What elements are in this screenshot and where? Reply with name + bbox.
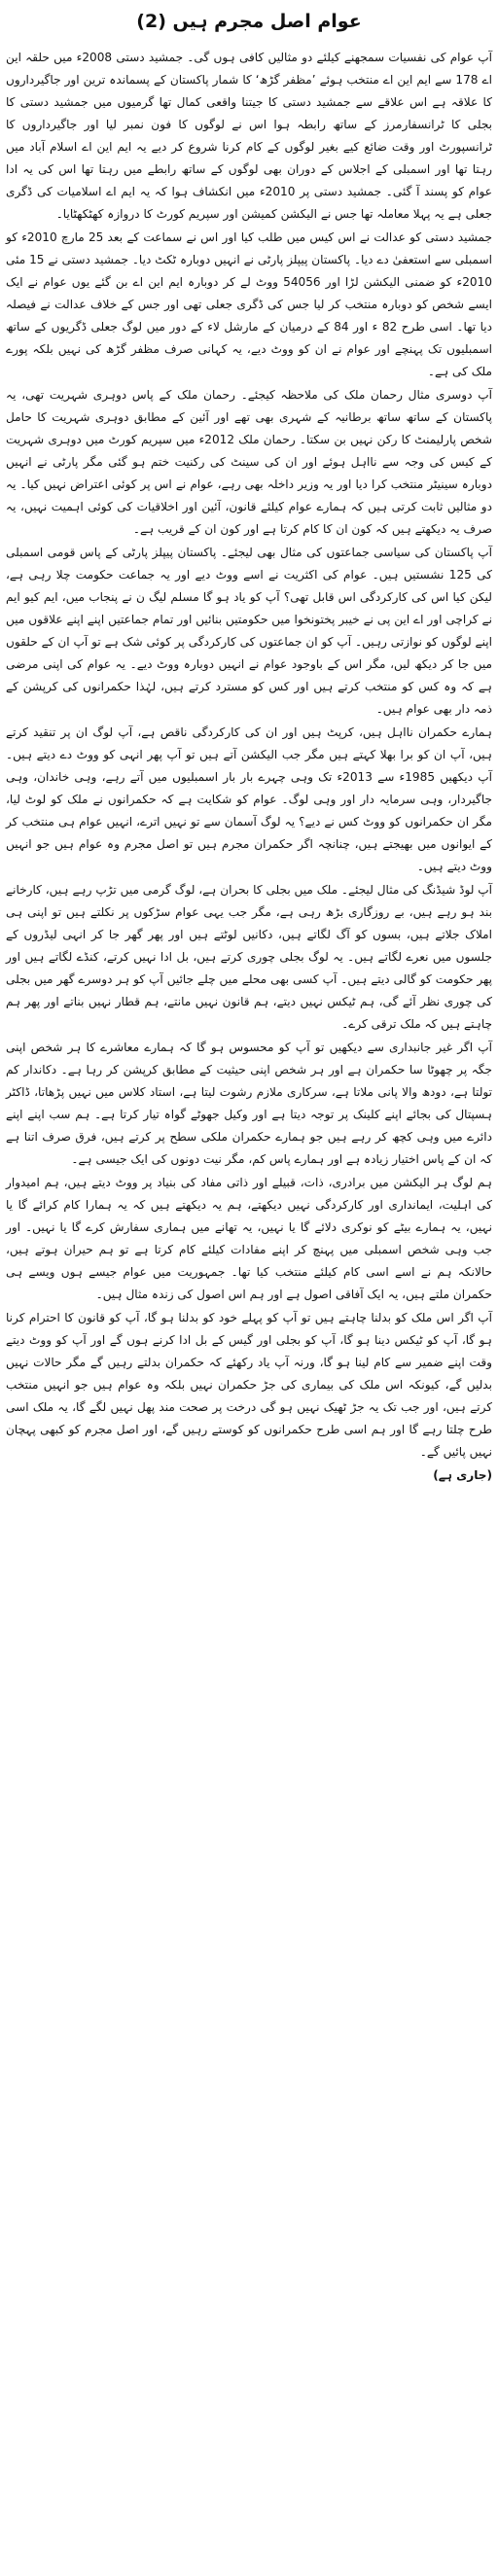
paragraph: ہمارے حکمران نااہل ہیں، کرپٹ ہیں اور ان کی کارکردگی ناقص ہے، آپ لوگ ان پر تنقید کرتے ہیں، آپ ان کو برا بھلا کہتے ہیں مگر جب الیکشن آتے ہیں تو آپ پھر انہی کو ووٹ دے دیتے ہیں۔ آپ دیکھیں 1985ء سے 2013ء تک وہی چہرے بار بار اسمبلیوں میں آتے رہے، وہی خاندان، وہی جاگیردار، وہی سرمایہ دار اور وہی لوگ۔ عوام کو شکایت ہے کہ حکمرانوں نے ملک کو لوٹ لیا، مگر ان حکمرانوں کو ووٹ کس نے دیے؟ یہ لوگ آسمان سے تو نہیں اترے، انہیں عوام ہی منتخب کر کے ایوانوں میں بھیجتے ہیں، چنانچہ اگر حکمران مجرم ہیں تو اصل مجرم وہ عوام ہیں جو انہیں ووٹ دیتے ہیں۔ [6, 725, 492, 873]
continued-note: (جاری ہے) [433, 1468, 492, 1482]
paragraph: جمشید دستی کو عدالت نے اس کیس میں طلب کیا اور اس نے سماعت کے بعد 25 مارچ 2010ء کو اسمبلی سے استعفیٰ دے دیا۔ پاکستان پیپلز پارٹی نے انہیں دوبارہ ٹکٹ دیا۔ جمشید دستی نے 15 مئی 2010ء کو ضمنی الیکشن لڑا اور 54056 ووٹ لے کر دوبارہ ایم این اے بن گئے یوں عوام نے ایک ایسے شخص کو دوبارہ منتخب کر لیا جس کی ڈگری جعلی تھی اور جس کے خلاف عدالت نے فیصلہ دیا تھا۔ اسی طرح 82 ء اور 84 کے درمیان کے مارشل لاء کے دور میں لوگ جعلی ڈگریوں کے ساتھ اسمبلیوں تک پہنچے اور عوام نے ان کو ووٹ دیے، یہ کہانی صرف مظفر گڑھ کی نہیں بلکہ پورے ملک کی ہے۔ [6, 230, 493, 378]
paragraph: آپ پاکستان کی سیاسی جماعتوں کی مثال بھی لیجئے۔ پاکستان پیپلز پارٹی کے پاس قومی اسمبلی کی 125 نشستیں ہیں۔ عوام کی اکثریت نے اسے ووٹ دیے اور یہ جماعت حکومت چلا رہی ہے، لیکن کیا اس کی کارکردگی اس قابل تھی؟ آپ کو یاد ہو گا مسلم لیگ ن نے پنجاب میں، ایم کیو ایم نے کراچی اور اے این پی نے خیبر پختونخوا میں حکومتیں بنائیں اور تمام جماعتیں اپنے اپنے علاقوں میں اپنے لوگوں کو نوازتی رہیں۔ آپ کو ان جماعتوں کی کارکردگی پر کوئی شک ہے تو آپ ان کے حلقوں میں جا کر دیکھ لیں، مگر اس کے باوجود عوام نے انہیں دوبارہ ووٹ دیے۔ یہ عوام کی اپنی مرضی ہے کہ وہ کس کو منتخب کرتے ہیں اور کس کو مسترد کرتے ہیں، لہٰذا حکمرانوں کی کرپشن کے ذمہ دار بھی عوام ہیں۔ [6, 546, 493, 716]
paragraph: آپ لوڈ شیڈنگ کی مثال لیجئے۔ ملک میں بجلی کا بحران ہے، لوگ گرمی میں تڑپ رہے ہیں، کارخانے بند ہو رہے ہیں، بے روزگاری بڑھ رہی ہے، مگر جب یہی عوام سڑکوں پر نکلتے ہیں تو اپنی ہی املاک جلاتے ہیں، بسوں کو آگ لگاتے ہیں، دکانیں لوٹتے ہیں اور پھر گھر جا کر انہی لیڈروں کے جلسوں میں نعرے لگاتے ہیں۔ یہ لوگ بجلی چوری کرتے ہیں، بل ادا نہیں کرتے، کنڈے لگاتے ہیں اور پھر حکومت کو گالی دیتے ہیں۔ آپ کسی بھی محلے میں چلے جائیں آپ کو ہر دوسرے گھر میں بجلی کی چوری نظر آئے گی، ہم ٹیکس نہیں دیتے، ہم قانون نہیں مانتے، ہم قطار نہیں بناتے اور پھر ہم چاہتے ہیں کہ ملک ترقی کرے۔ [6, 883, 492, 1031]
paragraph: آپ اگر غیر جانبداری سے دیکھیں تو آپ کو محسوس ہو گا کہ ہمارے معاشرے کا ہر شخص اپنی جگہ پر چھوٹا سا حکمران ہے اور ہر شخص اپنی حیثیت کے مطابق کرپشن کر رہا ہے۔ دکاندار کم تولتا ہے، دودھ والا پانی ملاتا ہے، سرکاری ملازم رشوت لیتا ہے، استاد کلاس میں نہیں پڑھاتا، ڈاکٹر ہسپتال کی بجائے اپنے کلینک پر توجہ دیتا ہے اور وکیل جھوٹے گواہ تیار کرتا ہے۔ ہم سب اپنے اپنے دائرے میں وہی کچھ کر رہے ہیں جو ہمارے حکمران ملکی سطح پر کرتے ہیں، فرق صرف اتنا ہے کہ ان کے پاس اختیار زیادہ ہے اور ہمارے پاس کم، مگر نیت دونوں کی ایک جیسی ہے۔ [6, 1041, 492, 1166]
column-headline: عوام اصل مجرم ہیں (2) [136, 11, 362, 32]
paragraph: آپ اگر اس ملک کو بدلنا چاہتے ہیں تو آپ کو پہلے خود کو بدلنا ہو گا، آپ کو قانون کا احترام کرنا ہو گا، آپ کو ٹیکس دینا ہو گا، آپ کو بجلی اور گیس کے بل ادا کرنے ہوں گے اور آپ کو ووٹ دیتے وقت اپنے ضمیر سے کام لینا ہو گا، ورنہ آپ یاد رکھئے کہ حکمران بدلتے رہیں گے مگر حالات نہیں بدلیں گے، کیونکہ اس ملک کی بیماری کی جڑ حکمران نہیں بلکہ وہ عوام ہیں جو انہیں منتخب کرتے ہیں، اور جب تک یہ جڑ ٹھیک نہیں ہو گی درخت پر صحت مند پھل نہیں لگے گا، یہ ملک اسی طرح چلتا رہے گا اور ہم اسی طرح حکمرانوں کو کوستے رہیں گے، اور اصل مجرم کو کبھی پہچان نہیں پائیں گے۔ [6, 1311, 492, 1459]
paragraph: آپ دوسری مثال رحمان ملک کی ملاحظہ کیجئے۔ رحمان ملک کے پاس دوہری شہریت تھی، یہ پاکستان کے ساتھ ساتھ برطانیہ کے شہری بھی تھے اور آئین کے مطابق دوہری شہریت کا حامل شخص پارلیمنٹ کا رکن نہیں بن سکتا۔ رحمان ملک 2012ء میں سپریم کورٹ میں دوہری شہریت کے کیس کی وجہ سے نااہل ہوئے اور ان کی سینٹ کی رکنیت ختم ہو گئی مگر پارٹی نے انہیں دوبارہ سینیٹر منتخب کرا دیا اور یہ وزیر داخلہ بھی رہے، عوام نے اس پر کوئی اعتراض نہیں کیا۔ یہ دو مثالیں ثابت کرتی ہیں کہ ہمارے عوام کیلئے قانون، آئین اور اخلاقیات کی کوئی اہمیت نہیں، یہ صرف یہ دیکھتے ہیں کہ کون ان کا کام کرتا ہے اور کون ان کے قریب ہے۔ [6, 388, 492, 536]
paragraph: آپ عوام کی نفسیات سمجھنے کیلئے دو مثالیں کافی ہوں گی۔ جمشید دستی 2008ء میں حلقہ این اے 178 سے ایم این اے منتخب ہوئے ’مظفر گڑھ‘ کا شمار پاکستان کے پسماندہ ترین اور جاگیرداروں کا علاقہ ہے اس علاقے سے جمشید دستی کا جیتنا واقعی کمال تھا گرمیوں میں جمشید دستی کا بجلی کا ٹرانسفارمرز کے ساتھ رابطہ ہوا اس نے لوگوں کا فون نمبر لیا اور جاگیرداروں کا ٹرانسپورٹ اور وقت ضائع کیے بغیر لوگوں کے کام کرنا شروع کر دیے یہ ایم این اے اسلام آباد میں رہتا تھا اور اسمبلی کے اجلاس کے دوران بھی لوگوں کے ساتھ رابطے میں رہتا تھا اس کی یہ ادا عوام کو پسند آ گئی۔ جمشید دستی پر 2010ء میں انکشاف ہوا کہ یہ ایم اے اسلامیات کی ڈگری جعلی ہے یہ پہلا معاملہ تھا جس نے الیکشن کمیشن اور سپریم کورٹ کا دروازہ کھٹکھٹایا۔ [6, 51, 492, 221]
paragraph: ہم لوگ ہر الیکشن میں برادری، ذات، قبیلے اور ذاتی مفاد کی بنیاد پر ووٹ دیتے ہیں، ہم امیدوار کی اہلیت، ایمانداری اور کارکردگی نہیں دیکھتے، ہم یہ دیکھتے ہیں کہ یہ ہمارا کام کرائے گا یا نہیں، یہ ہمارے بیٹے کو نوکری دلائے گا یا نہیں، یہ تھانے میں ہماری سفارش کرے گا یا نہیں۔ اور جب وہی شخص اسمبلی میں پہنچ کر اپنے مفادات کیلئے کام کرتا ہے تو ہم حیران ہوتے ہیں، حالانکہ ہم نے اسے اسی کام کیلئے منتخب کیا تھا۔ جمہوریت میں عوام جیسے ہوں ویسے ہی حکمران ملتے ہیں، یہ ایک آفاقی اصول ہے اور ہم اس اصول کی زندہ مثال ہیں۔ [6, 1176, 492, 1301]
column-body [6, 47, 492, 1487]
